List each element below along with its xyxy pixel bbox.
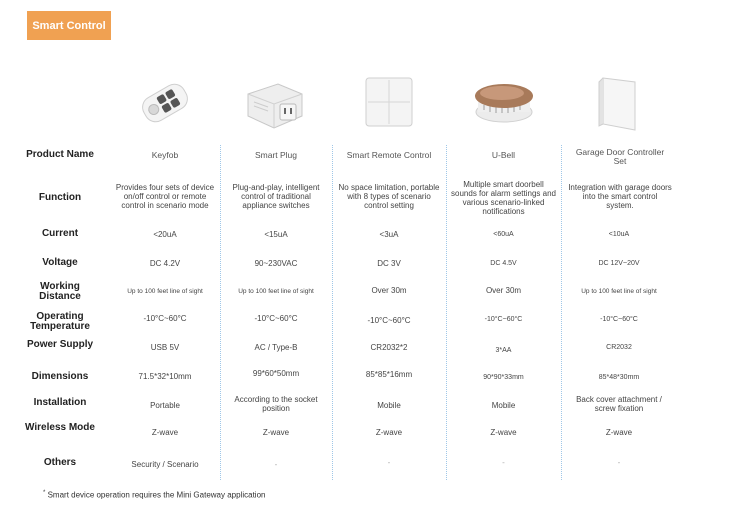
product-image-cell	[446, 72, 561, 136]
others-smart-remote: -	[387, 457, 391, 467]
dimensions-garage-controller: 85*48*30mm	[598, 373, 640, 381]
others-keyfob: Security / Scenario	[131, 459, 199, 469]
row-label-voltage: Voltage	[42, 257, 78, 268]
product-image-cell	[332, 72, 446, 136]
others-ubell: -	[502, 457, 505, 467]
installation-ubell: Mobile	[491, 400, 516, 410]
dimensions-smart-remote: 85*85*16mm	[365, 369, 413, 379]
working-distance-smart-remote: Over 30m	[371, 285, 407, 295]
garage-controller-image	[591, 72, 647, 134]
product-image-cell	[561, 72, 676, 136]
others-smart-plug: -	[274, 459, 278, 469]
wireless-mode-garage-controller: Z-wave	[605, 427, 633, 437]
product-name-smart-remote: Smart Remote Control	[346, 149, 432, 160]
product-name-garage-controller: Garage Door Controller Set	[575, 147, 665, 166]
operating-temperature-smart-plug: -10°C~60°C	[254, 313, 298, 323]
voltage-garage-controller: DC 12V~20V	[598, 259, 640, 267]
voltage-ubell: DC 4.5V	[490, 259, 517, 267]
operating-temperature-smart-remote: -10°C~60°C	[367, 315, 411, 325]
keyfob-image	[130, 72, 200, 134]
others-garage-controller: -	[617, 457, 621, 467]
footnote-text: Smart device operation requires the Mini Gateway application	[47, 490, 266, 500]
function-smart-plug: Plug-and-play, intelligent control of traditional appliance switches	[232, 182, 320, 210]
dimensions-ubell: 90*90*33mm	[483, 373, 524, 381]
footnote-mark: *	[43, 490, 46, 496]
row-label-function: Function	[38, 192, 82, 203]
product-image-cell	[110, 72, 220, 136]
installation-smart-plug: According to the socket position	[234, 395, 318, 413]
working-distance-garage-controller: Up to 100 feet line of sight	[581, 287, 657, 295]
function-garage-controller: Integration with garage doors into the smart control system.	[568, 182, 672, 210]
current-garage-controller: <10uA	[608, 230, 630, 238]
product-name-ubell: U-Bell	[491, 149, 516, 160]
installation-smart-remote: Mobile	[377, 400, 401, 410]
power-supply-smart-remote: CR2032*2	[370, 342, 408, 352]
wireless-mode-ubell: Z-wave	[490, 427, 517, 437]
current-smart-remote: <3uA	[379, 229, 399, 239]
power-supply-keyfob: USB 5V	[150, 342, 180, 352]
wireless-mode-smart-remote: Z-wave	[375, 427, 403, 437]
row-label-current: Current	[41, 228, 79, 239]
footnote	[43, 490, 265, 500]
column-divider	[332, 145, 333, 480]
power-supply-ubell: 3*AA	[495, 346, 512, 354]
working-distance-keyfob: Up to 100 feet line of sight	[127, 287, 203, 295]
wireless-mode-smart-plug: Z-wave	[262, 427, 290, 437]
product-image-cell	[220, 72, 332, 136]
function-ubell: Multiple smart doorbell sounds for alarm settings and various scenario-linked notifications	[451, 180, 556, 216]
smart-plug-image	[240, 72, 312, 134]
operating-temperature-garage-controller: -10°C~60°C	[600, 315, 638, 323]
operating-temperature-ubell: -10°C~60°C	[484, 315, 523, 323]
working-distance-ubell: Over 30m	[485, 285, 522, 295]
row-label-installation: Installation	[33, 397, 87, 408]
power-supply-garage-controller: CR2032	[606, 343, 632, 351]
row-label-working-distance: Working Distance	[39, 281, 81, 302]
working-distance-smart-plug: Up to 100 feet line of sight	[238, 287, 314, 295]
function-smart-remote: No space limitation, portable with 8 types of scenario control setting	[338, 182, 440, 210]
voltage-smart-remote: DC 3V	[377, 258, 401, 268]
installation-garage-controller: Back cover attachment / screw fixation	[576, 395, 662, 413]
operating-temperature-keyfob: -10°C~60°C	[143, 313, 187, 323]
product-name-keyfob: Keyfob	[151, 149, 179, 160]
dimensions-keyfob: 71.5*32*10mm	[138, 371, 192, 381]
voltage-smart-plug: 90~230VAC	[254, 258, 298, 268]
power-supply-smart-plug: AC / Type-B	[254, 342, 298, 352]
installation-keyfob: Portable	[150, 400, 180, 410]
row-label-wireless-mode: Wireless Mode	[25, 422, 95, 433]
row-label-dimensions: Dimensions	[31, 371, 89, 382]
current-smart-plug: <15uA	[264, 229, 288, 239]
row-label-power-supply: Power Supply	[26, 339, 94, 350]
wireless-mode-keyfob: Z-wave	[151, 427, 179, 437]
column-divider	[220, 145, 221, 480]
product-name-smart-plug: Smart Plug	[254, 149, 298, 160]
current-keyfob: <20uA	[153, 229, 177, 239]
smart-remote-image	[358, 72, 420, 134]
current-ubell: <60uA	[493, 230, 514, 238]
row-label-others: Others	[43, 457, 77, 468]
row-label-operating-temperature: Operating Temperature	[30, 311, 90, 332]
row-label-product-name: Product Name	[26, 149, 94, 160]
section-tag: Smart Control	[27, 11, 111, 40]
column-divider	[446, 145, 447, 480]
ubell-image	[468, 72, 540, 134]
column-divider	[561, 145, 562, 480]
function-keyfob: Provides four sets of device on/off control or remote control in scenario mode	[115, 182, 215, 210]
dimensions-smart-plug: 99*60*50mm	[252, 368, 300, 378]
voltage-keyfob: DC 4.2V	[149, 258, 181, 268]
